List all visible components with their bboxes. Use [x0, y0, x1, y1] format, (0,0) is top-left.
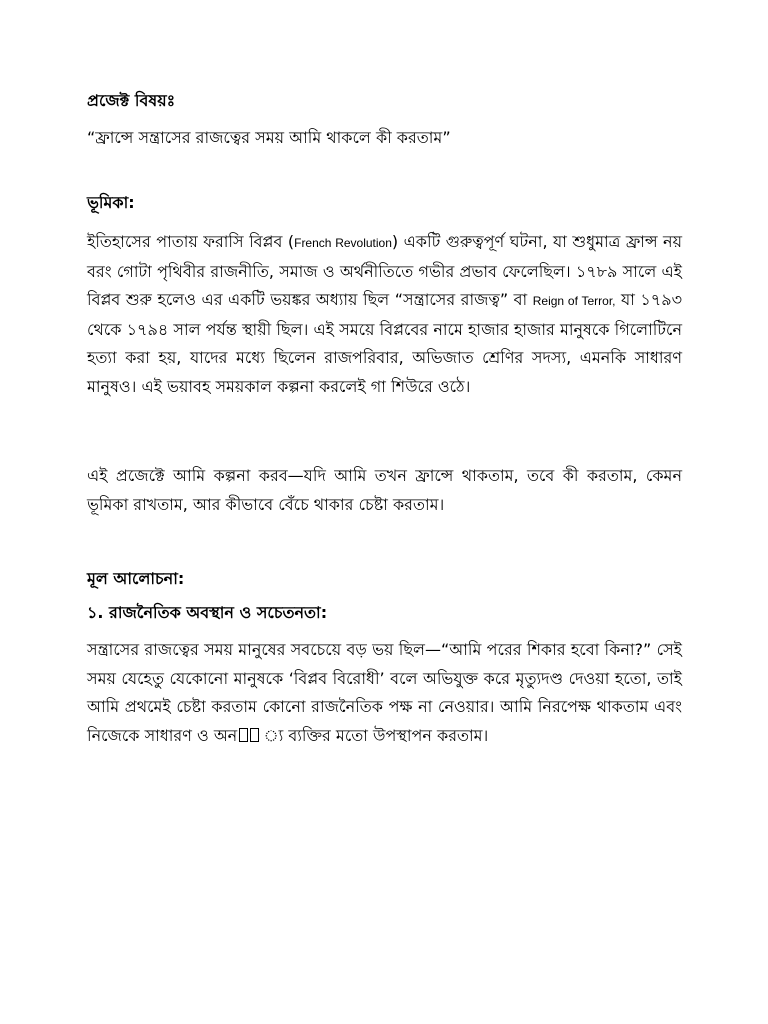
main-heading: মূল আলোচনা:	[87, 569, 185, 588]
intro-p1-part3: যা ১৭৯৩ থেকে ১৭৯৪ সাল পর্যন্ত স্থায়ী ছিল। এই সময়ে বিপ্লবের নামে হাজার হাজার মানুষকে গিলোটিনে হত্যা করা হয়, যাদের মধ্যে ছিলেন রাজপরিবার, অভিজাত শ্রেণির সদস্য, এমনকি সাধারণ মানুষও। এই ভয়াবহ সময়কাল কল্পনা করলেই গা শিউরে ওঠে।	[87, 290, 682, 396]
missing-glyph-box	[239, 728, 248, 742]
intro-p1-part2: ) একটি গুরুত্বপূর্ণ ঘটনা, যা শুধুমাত্র ফ্রান্স নয় বরং গোটা পৃথিবীর রাজনীতি, সমাজ ও অর্থনীতিতে গভীর প্রভাব ফেলেছিল। ১৭৮৯ সালে এই বিপ্লব শুরু হলেও এর একটি ভয়ঙ্কর অধ্যায় ছিল “সন্ত্রাসের রাজত্ব” বা	[87, 232, 682, 309]
topic-title: “ফ্রান্সে সন্ত্রাসের রাজত্বের সময় আমি থাকলে কী করতাম”	[87, 128, 451, 147]
section1-text-end: ্য ব্যক্তির মতো উপস্থাপন করতাম।	[283, 725, 489, 745]
missing-glyph-box	[250, 728, 259, 742]
section1-text: সন্ত্রাসের রাজত্বের সময় মানুষের সবচেয়ে বড় ভয় ছিল—“আমি পরের শিকার হবো কিনা?” সেই সময় যেহেতু যেকোনো মানুষকে ‘বিপ্লব বিরোধী’ বলে অভিযুক্ত করে মৃত্যুদণ্ড দেওয়া হতো, তাই আমি প্রথমেই চেষ্টা করতাম কোনো রাজনৈতিক পক্ষ না নেওয়ার। আমি নিরপেক্ষ থাকতাম এবং নিজেকে সাধারণ ও অন	[87, 640, 682, 745]
section1-paragraph	[87, 636, 682, 750]
section1-heading: ১. রাজনৈতিক অবস্থান ও সচেতনতা:	[87, 603, 328, 622]
intro-paragraph-2: এই প্রজেক্টে আমি কল্পনা করব—যদি আমি তখন ফ্রান্সে থাকতাম, তবে কী করতাম, কেমন ভূমিকা রাখতাম, আর কীভাবে বেঁচে থাকার চেষ্টা করতাম।	[87, 466, 682, 514]
intro-p1-english-1: French Revolution	[294, 236, 392, 250]
topic-heading: প্রজেক্ট বিষয়ঃ	[87, 91, 176, 110]
intro-heading: ভূমিকা:	[87, 193, 135, 212]
intro-p1-part1: ইতিহাসের পাতায় ফরাসি বিপ্লব (	[87, 232, 295, 251]
intro-paragraph-1	[87, 228, 682, 401]
intro-p1-english-2: Reign of Terror,	[532, 294, 616, 308]
